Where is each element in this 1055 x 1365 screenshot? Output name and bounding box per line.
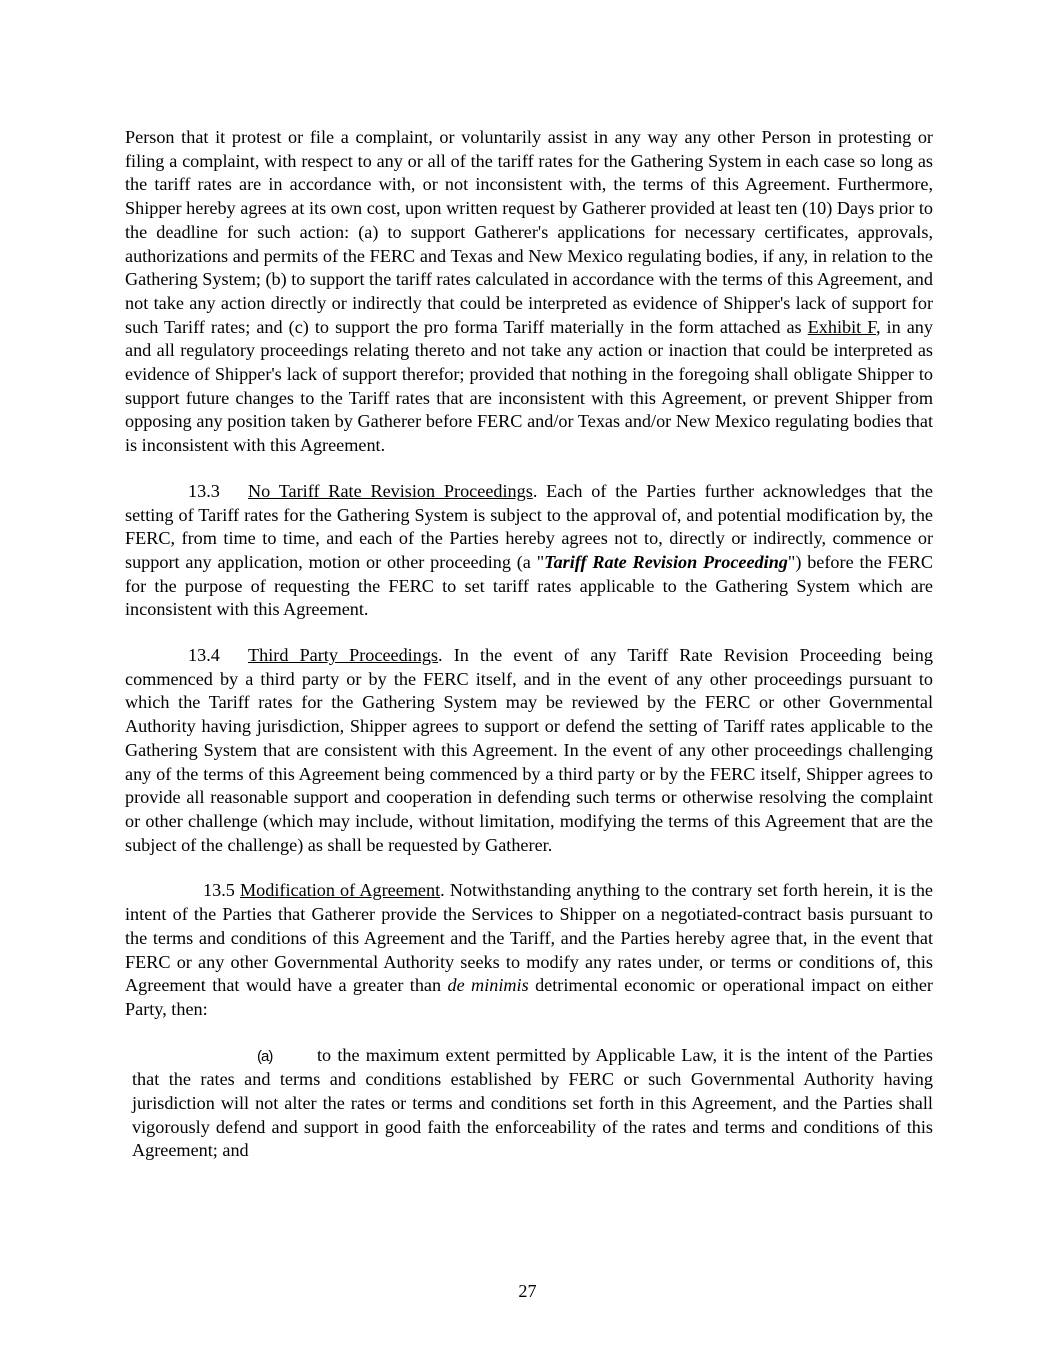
subsection-text: to the maximum extent permitted by Applicable Law, it is the intent of the Parties that the rates and terms and conditions established by FERC or such Governmental Authority having jurisdiction will not alter the rates or terms and conditions set forth in this Agreement, and the Parties shall vigorously defend and support in good faith the enforceability of the rates and terms and conditions of this Agreement; and [132,1044,933,1161]
continuation-text-end: , in any and all regulatory proceedings relating thereto and not take any action or inaction that could be interpreted as evidence of Shipper's lack of support therefor; provided that nothing in the foregoing shall obligate Shipper to support future changes to the Tariff rates that are inconsistent with this Agreement, or prevent Shipper from opposing any position taken by Gatherer before FERC and/or Texas and/or New Mexico regulating bodies that is inconsistent with this Agreement. [125,316,933,456]
section-number: 13.3 [188,480,220,501]
section-13-5 [125,879,933,1021]
subsection-letter: (a) [257,1047,273,1065]
section-text: . Notwithstanding anything to the contrary set forth herein, it is the intent of the Parties that Gatherer provide the Services to Shipper on a negotiated-contract basis pursuant to the terms and conditions of this Agreement and the Tariff, and the Parties hereby agree that, in the event that FERC or any other Governmental Authority seeks to modify any rates under, or terms or conditions of, this Agreement that would have a greater than [125,880,934,996]
exhibit-f-reference: Exhibit F [807,316,876,337]
page-number: 27 [518,1281,537,1301]
continuation-text: Person that it protest or file a complaint, or voluntarily assist in any way any other Person in protesting or filing a complaint, with respect to any or all of the tariff rates for the Gathering System in each case so long as the tariff rates are in accordance with, or not inconsistent with, the terms of this Agreement. Furthermore, Shipper hereby agrees at its own cost, upon written request by Gatherer provided at least ten (10) Days prior to the deadline for such action: (a) to support Gatherer's applications for necessary certificates, approvals, authorizations and permits of the FERC and Texas and New Mexico regulating bodies, if any, in relation to the Gathering System; (b) to support the tariff rates calculated in accordance with the terms of this Agreement, and not take any action directly or indirectly that could be interpreted as evidence of Shipper's lack of support for such Tariff rates; and (c) to support the pro forma Tariff materially in the form attached as [125,127,933,337]
section-heading: Third Party Proceedings [248,645,439,666]
section-13-4 [125,644,933,857]
section-heading: No Tariff Rate Revision Proceedings [248,480,533,501]
section-text-after: detrimental economic or operational impact on either Party, then: [125,975,933,1019]
section-number: 13.5 [203,880,235,901]
defined-term: Tariff Rate Revision Proceeding [544,551,788,572]
section-text: . In the event of any Tariff Rate Revision Proceeding being commenced by a third party or by the FERC itself, and in the event of any other proceedings pursuant to which the Tariff rates for the Gathering System may be reviewed by the FERC or other Governmental Authority having jurisdiction, Shipper agrees to support or defend the setting of Tariff rates applicable to the Gathering System that are consistent with this Agreement. In the event of any other proceedings challenging any of the terms of this Agreement being commenced by a third party or by the FERC itself, Shipper agrees to provide all reasonable support and cooperation in defending such terms or otherwise resolving the complaint or other challenge (which may include, without limitation, modifying the terms of this Agreement that are the subject of the challenge) as shall be requested by Gatherer. [125,645,933,855]
section-number: 13.4 [188,645,220,666]
document-page [125,126,933,1163]
section-text-after: ") before the FERC for the purpose of requesting the FERC to set tariff rates applicable to the Gathering System which are inconsistent with this Agreement. [125,551,933,620]
section-text: . Each of the Parties further acknowledges that the setting of Tariff rates for the Gathering System is subject to the approval of, and potential modification by, the FERC, from time to time, and each of the Parties hereby agrees not to, directly or indirectly, commence or support any application, motion or other proceeding (a " [125,480,933,572]
italic-term: de minimis [447,975,529,996]
paragraph-continuation [125,126,933,458]
subsection-a [132,1044,933,1164]
section-heading: Modification of Agreement [239,880,441,901]
section-13-3 [125,480,933,622]
